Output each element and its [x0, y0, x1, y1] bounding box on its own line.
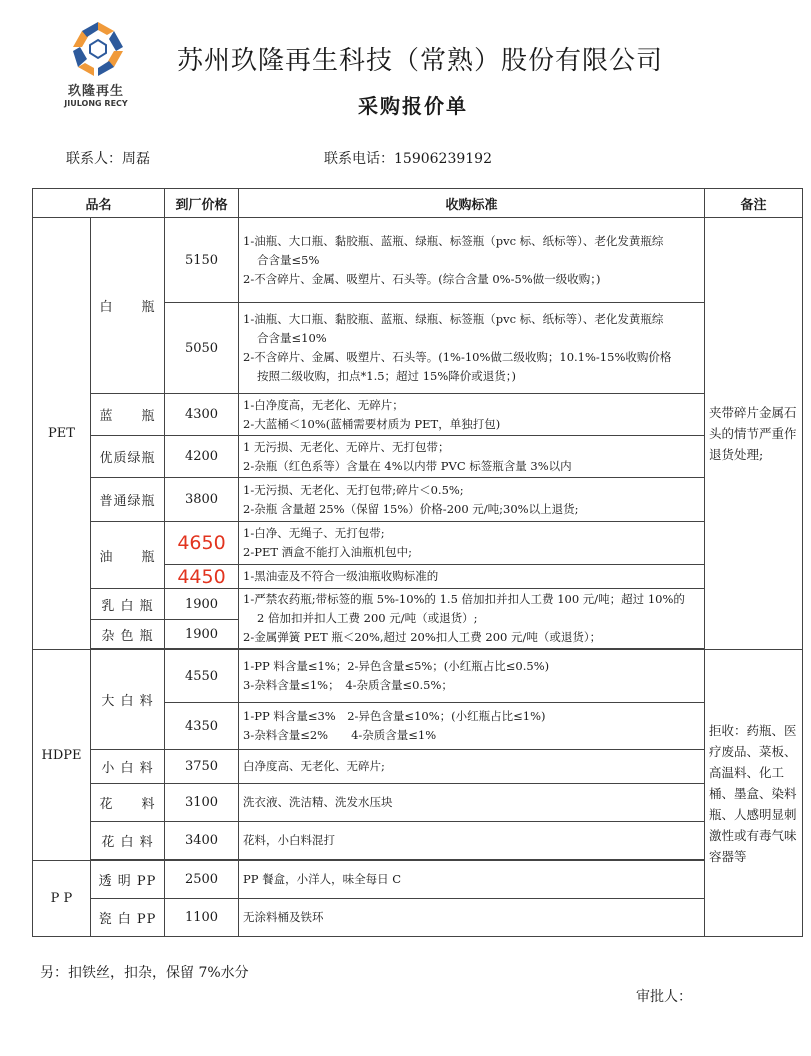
standard-cell	[239, 899, 705, 937]
category-pet: PET	[33, 218, 91, 650]
product-clear-pp: 透 明 PP	[91, 861, 165, 899]
standard-line: 1-PP 料含量≤3% 2-异色含量≤10%；(小红瓶占比≤1%)	[243, 709, 546, 723]
standard-cell	[239, 218, 705, 303]
standard-line: 1-油瓶、大口瓶、黏胶瓶、蓝瓶、绿瓶、标签瓶（pvc 标、纸标等）、老化发黄瓶综	[243, 312, 664, 326]
header-remark: 备注	[705, 189, 803, 218]
table-row	[33, 822, 803, 860]
approver-label: 审批人：	[636, 989, 692, 1005]
product-white-bottle: 白 瓶	[91, 218, 165, 394]
standard-cell	[239, 703, 705, 750]
standard-line: 合含量≤10%	[257, 331, 327, 345]
standard-line: 无涂料桶及铁环	[243, 910, 324, 924]
standard-line: 1-严禁农药瓶;带标签的瓶 5%-10%的 1.5 倍加扣并扣人工费 100 元/吨；超过 10%的	[243, 592, 685, 606]
table-row	[33, 750, 803, 784]
standard-cell	[239, 822, 705, 860]
price-value: 5050	[165, 303, 239, 394]
product-mixed-color: 杂 色 瓶	[91, 620, 165, 649]
standard-line: 1-油瓶、大口瓶、黏胶瓶、蓝瓶、绿瓶、标签瓶（pvc 标、纸标等）、老化发黄瓶综	[243, 233, 664, 248]
standard-line: 白净度高、无老化、无碎片;	[243, 759, 385, 773]
standard-cell	[239, 784, 705, 822]
standard-line: 2-大蓝桶＜10%(蓝桶需要材质为 PET，单独打包)	[243, 416, 501, 431]
standard-cell	[239, 750, 705, 784]
price-value: 1900	[165, 620, 239, 649]
standard-line: 按照二级收购，扣点*1.5；超过 15%降价或退货；)	[257, 369, 517, 383]
table-header-row	[33, 189, 803, 218]
price-value: 1100	[165, 899, 239, 937]
standard-cell	[239, 650, 705, 703]
price-value: 4350	[165, 703, 239, 750]
category-hdpe: HDPE	[33, 650, 91, 861]
price-value: 3100	[165, 784, 239, 822]
product-regular-green: 普通绿瓶	[91, 478, 165, 522]
table-row	[33, 218, 803, 303]
price-value: 3800	[165, 478, 239, 522]
table-row	[33, 784, 803, 822]
standard-line: 1-黑油壶及不符合一级油瓶收购标准的	[243, 569, 439, 583]
product-oil-bottle: 油 瓶	[91, 522, 165, 589]
product-large-white: 大 白 料	[91, 650, 165, 750]
price-value: 4300	[165, 394, 239, 436]
standard-line: 2-PET 酒盒不能打入油瓶机包中;	[243, 545, 413, 559]
standard-cell	[239, 303, 705, 394]
standard-line: 1-无污损、无老化、无打包带;碎片＜0.5%;	[243, 482, 464, 497]
standard-line: 花料，小白料混打	[243, 833, 336, 847]
price-value: 3750	[165, 750, 239, 784]
standard-cell	[239, 589, 705, 649]
logo-icon	[69, 20, 127, 78]
price-value: 4550	[165, 650, 239, 703]
product-small-white: 小 白 料	[91, 750, 165, 784]
header-product: 品名	[33, 189, 165, 218]
price-value-handwritten: 4650	[165, 522, 239, 565]
standard-line: 3-杂料含量≤1%； 4-杂质含量≤0.5%；	[243, 678, 453, 692]
table-row	[33, 861, 803, 899]
standard-line: 2-不含碎片、金属、吸塑片、石头等。(综合含量 0%-5%做一级收购；)	[243, 271, 601, 286]
standard-cell	[239, 394, 705, 436]
logo-chinese-text: 玖隆再生	[67, 84, 124, 99]
contact-person: 联系人：周磊	[66, 151, 150, 167]
standard-line: 1 无污损、无老化、无碎片、无打包带；	[243, 439, 450, 454]
product-blue-bottle: 蓝 瓶	[91, 394, 165, 436]
header-price: 到厂价格	[165, 189, 239, 218]
product-milky-white: 乳 白 瓶	[91, 589, 165, 620]
standard-line: 3-杂料含量≤2% 4-杂质含量≤1%	[243, 728, 437, 742]
price-value-handwritten: 4450	[165, 565, 239, 589]
category-pp: P P	[33, 861, 91, 937]
standard-cell	[239, 478, 705, 522]
table-row	[33, 522, 803, 565]
product-flower: 花 料	[91, 784, 165, 822]
footer-note: 另：扣铁丝，扣杂，保留 7%水分	[40, 965, 249, 981]
product-premium-green: 优质绿瓶	[91, 436, 165, 478]
remark-hdpe: 拒收：药瓶、医疗废品、菜板、高温料、化工桶、墨盒、染料瓶、人感明显刺激性或有毒气味容器等	[705, 650, 803, 937]
document-title: 采购报价单	[358, 94, 468, 118]
table-row	[33, 650, 803, 703]
standard-cell	[239, 522, 705, 565]
standard-line: 2-金属弹簧 PET 瓶＜20%,超过 20%扣人工费 200 元/吨（或退货）；	[243, 630, 602, 644]
price-value: 1900	[165, 589, 239, 620]
table-row	[33, 589, 803, 620]
standard-line: PP 餐盒，小洋人，味全每日 C	[243, 872, 402, 886]
price-value: 4200	[165, 436, 239, 478]
standard-line: 洗衣液、洗洁精、洗发水压块	[243, 795, 393, 809]
price-value: 5150	[165, 218, 239, 303]
standard-line: 合含量≤5%	[257, 252, 320, 267]
header-standard: 收购标准	[239, 189, 705, 218]
table-row	[33, 478, 803, 522]
standard-cell	[239, 565, 705, 589]
contact-phone: 联系电话：15906239192	[324, 151, 492, 167]
table-row	[33, 436, 803, 478]
company-name: 苏州玖隆再生科技（常熟）股份有限公司	[176, 46, 663, 76]
price-value: 3400	[165, 822, 239, 860]
standard-line: 2-杂瓶 含量超 25%（保留 15%）价格-200 元/吨;30%以上退货;	[243, 501, 579, 516]
logo-english-text: JIULONG RECY	[64, 99, 128, 108]
standard-cell	[239, 436, 705, 478]
company-logo	[64, 20, 132, 108]
standard-line: 1-PP 料含量≤1%；2-异色含量≤5%；(小红瓶占比≤0.5%)	[243, 659, 550, 673]
table-row	[33, 899, 803, 937]
price-table	[32, 188, 803, 937]
product-porcelain-pp: 瓷 白 PP	[91, 899, 165, 937]
standard-line: 1-白净、无绳子、无打包带;	[243, 526, 385, 540]
standard-line: 1-白净度高，无老化、无碎片；	[243, 397, 404, 412]
standard-cell	[239, 861, 705, 899]
table-row	[33, 394, 803, 436]
standard-line: 2 倍加扣并扣人工费 200 元/吨（或退货）;	[257, 611, 478, 625]
standard-line: 2-杂瓶（红色系等）含量在 4%以内带 PVC 标签瓶含量 3%以内	[243, 458, 572, 473]
standard-line: 2-不含碎片、金属、吸塑片、石头等。(1%-10%做二级收购；10.1%-15%收购价格	[243, 350, 672, 364]
product-flower-white: 花 白 料	[91, 822, 165, 860]
remark-pet: 夹带碎片金属石头的情节严重作退货处理;	[705, 218, 803, 650]
price-value: 2500	[165, 861, 239, 899]
